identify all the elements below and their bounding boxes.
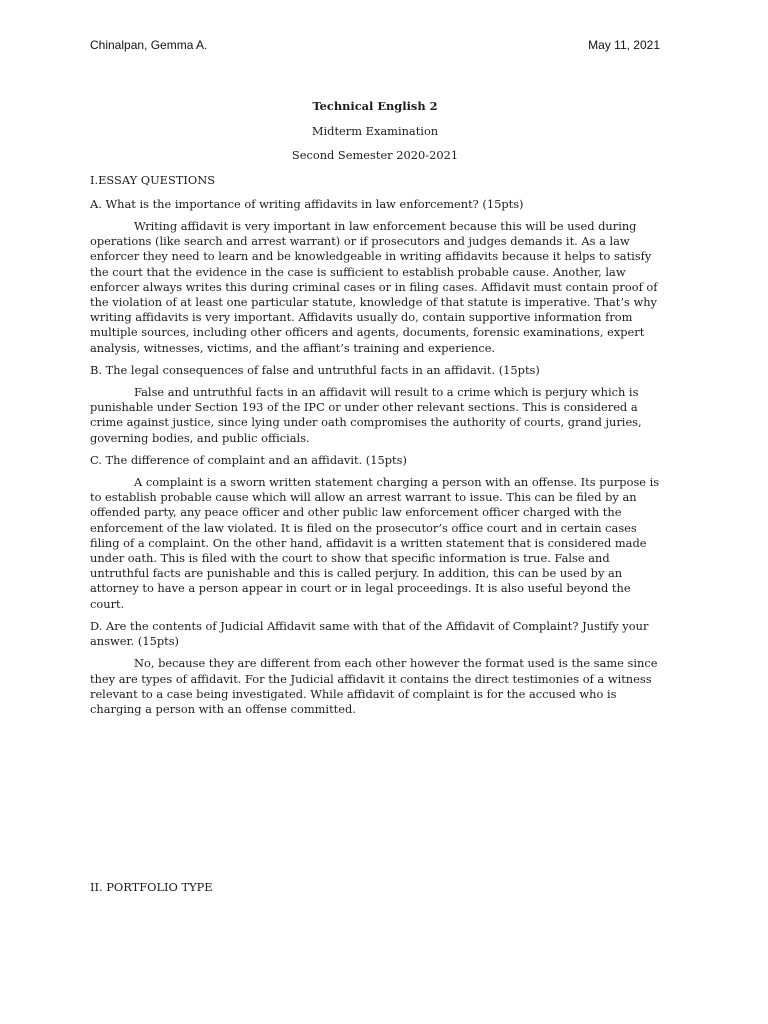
question-a: A. What is the importance of writing affidavits in law enforcement? (15pts) — [90, 196, 524, 211]
question-d: D. Are the contents of Judicial Affidavit same with that of the Affidavit of Complaint? Justify your answer. (15pts) — [90, 618, 649, 649]
document-title: Technical English 2 — [312, 99, 438, 113]
answer-b: False and untruthful facts in an affidavit will result to a crime which is perjury which is punishable under Section 193 of the IPC or under other relevant sections. This is considered a crime against justice, since lying under oath compromises the authority of courts, grand juries, governing bodies, and public officials. — [90, 385, 642, 445]
question-a-block — [90, 197, 660, 356]
question-b: B. The legal consequences of false and untruthful facts in an affidavit. (15pts) — [90, 362, 540, 377]
question-b-block — [90, 363, 660, 446]
semester: Second Semester 2020-2021 — [291, 148, 459, 163]
exam-type: Midterm Examination — [311, 124, 439, 139]
answer-c: A complaint is a sworn written statement charging a person with an offense. Its purpose is to establish probable cause which will allow an arrest warrant to issue. This can be filed by an offended party, any peace officer and other public law enforcement officer charged with the enforcement of the law violated. It is filed on the prosecutor’s office court and in certain cases filing of a complaint. On the other hand, affidavit is a written statement that is considered made under oath. This is filed with the court to show that specific information is true. False and untruthful facts are punishable and this is called perjury. In addition, this can be used by an attorney to have a person appear in court or in legal proceedings. It is also useful beyond the court. — [90, 475, 660, 611]
answer-a: Writing affidavit is very important in law enforcement because this will be used during operations (like search and arrest warrant) or if prosecutors and judges demands it. As a law enforcer they need to learn and be knowledgeable in writing affidavits because it helps to satisfy the court that the evidence in the case is sufficient to establish probable cause. Another, law enforcer always writes this during criminal cases or in filing cases. Affidavit must contain proof of the violation of at least one particular statute, knowledge of that statute is imperative. That’s why writing affidavits is very important. Affidavits usually do, contain supportive information from multiple sources, including other officers and agents, documents, forensic examinations, expert analysis, witnesses, victims, and the affiant’s training and experience. — [90, 219, 658, 355]
question-d-block — [90, 619, 660, 717]
document-date: May 11, 2021 — [588, 38, 660, 52]
section-heading-essay: I.ESSAY QUESTIONS — [90, 172, 216, 187]
section-heading-portfolio: II. PORTFOLIO TYPE — [90, 880, 213, 894]
answer-d: No, because they are different from each other however the format used is the same since they are types of affidavit. For the Judicial affidavit it contains the direct testimonies of a witness relevant to a case being investigated. While affidavit of complaint is for the accused who is charging a person with an offense committed. — [90, 656, 658, 716]
question-c: C. The difference of complaint and an affidavit. (15pts) — [90, 452, 407, 467]
author-name: Chinalpan, Gemma A. — [90, 38, 208, 52]
document-body — [90, 99, 660, 724]
question-c-block — [90, 453, 660, 612]
page-header — [90, 38, 660, 52]
